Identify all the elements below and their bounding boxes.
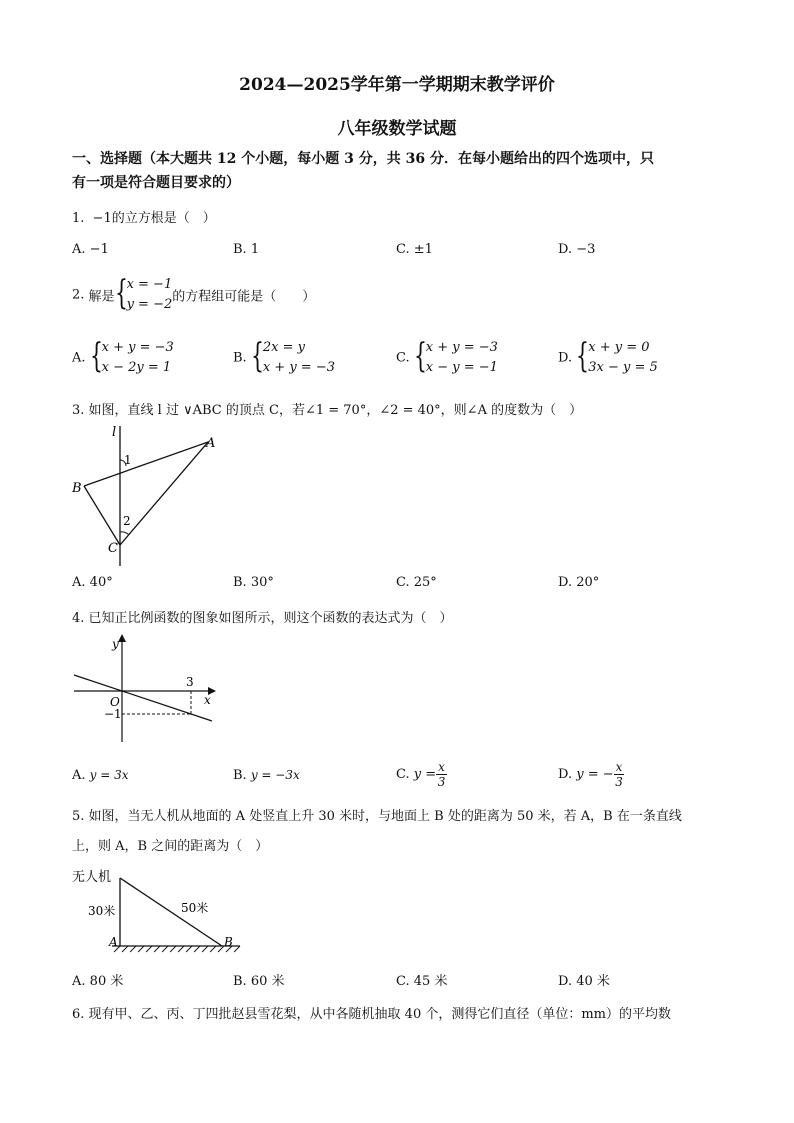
fraction-denominator: 3	[437, 775, 446, 789]
question-text: 现有甲、乙、丙、丁四批赵县雪花梨，从中各随机抽取 40 个，测得它们直径（单位：mm）的平均数	[88, 1007, 672, 1022]
question-text: 如图，当无人机从地面的 A 处竖直上升 30 米时，与地面上 B 处的距离为 50 米，若 A，B 在一条直线	[88, 809, 682, 824]
section-heading-line1: 一、选择题（本大题共 12 个小题，每小题 3 分，共 36 分．在每小题给出的四个选项中，只	[72, 151, 654, 167]
equation-system	[251, 338, 335, 378]
ground-hatching	[114, 946, 240, 952]
option-text: 60 米	[250, 974, 285, 989]
option-c[interactable]	[396, 338, 498, 378]
option-c[interactable]	[396, 575, 437, 590]
y-axis-arrow-icon	[118, 634, 126, 642]
equation-line: x = −1	[126, 277, 173, 292]
brace-icon: {	[114, 273, 128, 313]
equation-line: 3x − y = 5	[588, 360, 658, 375]
label-height: 30米	[88, 904, 116, 918]
equation-system	[576, 338, 658, 378]
equation-system	[115, 275, 173, 315]
triangle-abc	[84, 442, 208, 545]
function-graph-figure	[66, 632, 226, 747]
label-three: 3	[186, 675, 194, 689]
label-c: C	[108, 541, 118, 556]
label-angle-2: 2	[123, 514, 131, 528]
option-label: C.	[396, 974, 410, 989]
option-text: y = −	[576, 767, 614, 782]
option-a[interactable]	[72, 575, 113, 590]
option-text: −3	[576, 242, 596, 257]
question-5-line1	[72, 805, 682, 824]
label-origin: O	[110, 695, 120, 709]
option-label: B.	[233, 768, 247, 783]
question-1	[72, 207, 216, 226]
fraction-denominator: 3	[615, 775, 623, 789]
question-number: 4.	[72, 611, 85, 626]
option-text: 1	[250, 242, 260, 257]
option-b[interactable]	[233, 338, 335, 378]
option-label: A.	[72, 350, 86, 366]
option-b[interactable]	[233, 768, 300, 783]
equation-system	[414, 338, 498, 378]
option-text: 20°	[576, 575, 600, 590]
question-text: 如图，直线 l 过 ∨ABC 的顶点 C，若∠1 = 70°，∠2 = 40°，则∠A 的度数为（ ）	[88, 403, 583, 418]
fraction-numerator: x	[615, 760, 623, 774]
option-text: 40 米	[576, 974, 610, 989]
brace-icon: {	[89, 336, 103, 376]
option-label: A.	[72, 768, 86, 783]
option-b[interactable]	[233, 970, 285, 989]
question-number: 3.	[72, 403, 85, 418]
option-c[interactable]	[396, 970, 447, 989]
option-b[interactable]	[233, 242, 259, 257]
option-text: y = −3x	[250, 768, 300, 782]
brace-icon: {	[250, 336, 264, 376]
option-text: ±1	[413, 242, 433, 257]
option-label: D.	[558, 974, 573, 989]
option-label: A.	[72, 974, 86, 989]
option-label: C.	[396, 242, 410, 257]
question-text: 已知正比例函数的图象如图所示，则这个函数的表达式为（ ）	[88, 611, 453, 626]
question-text-post: 的方程组可能是（ ）	[172, 289, 316, 305]
option-c[interactable]	[396, 242, 433, 257]
question-3	[72, 399, 582, 418]
option-d[interactable]	[558, 970, 610, 989]
question-6	[72, 1003, 671, 1022]
label-distance: 50米	[181, 901, 209, 915]
option-label: D.	[558, 767, 573, 782]
option-label: D.	[558, 242, 573, 257]
option-text: y = 3x	[89, 768, 129, 782]
label-x: x	[204, 693, 211, 707]
option-a[interactable]	[72, 970, 123, 989]
option-a[interactable]	[72, 242, 109, 257]
question-number: 1.	[72, 211, 85, 226]
equation-line: y = −2	[126, 297, 173, 312]
brace-icon: {	[413, 336, 427, 376]
question-number: 6.	[72, 1007, 85, 1022]
option-d[interactable]	[558, 338, 658, 378]
equation-line: 2x = y	[262, 340, 305, 355]
option-text: 25°	[413, 575, 437, 590]
option-d[interactable]	[558, 760, 624, 789]
equation-system	[90, 338, 174, 378]
option-text: 30°	[250, 575, 274, 590]
option-text: 45 米	[413, 974, 448, 989]
label-l: l	[112, 425, 117, 440]
option-text: 80 米	[89, 974, 124, 989]
label-a: A	[206, 436, 216, 451]
fraction	[614, 760, 625, 789]
label-angle-1: 1	[124, 453, 132, 467]
equation-line: x + y = 0	[588, 340, 650, 355]
drone-figure	[70, 866, 250, 958]
label-neg-one: −1	[104, 707, 122, 721]
option-label: D.	[558, 350, 573, 366]
option-label: C.	[396, 350, 410, 366]
option-d[interactable]	[558, 575, 599, 590]
option-label: C.	[396, 575, 410, 590]
exam-title: 2024—2025学年第一学期期末教学评价	[239, 75, 555, 95]
equation-line: x + y = −3	[101, 340, 174, 355]
triangle-figure	[66, 420, 236, 570]
option-text: y =	[413, 767, 437, 782]
label-b: B	[224, 935, 233, 949]
fraction-numerator: x	[438, 760, 445, 774]
section-heading-line2: 有一项是符合题目要求的）	[72, 175, 240, 191]
exam-subtitle: 八年级数学试题	[337, 119, 457, 139]
question-2	[72, 275, 315, 315]
question-text-pre: 解是	[88, 289, 115, 305]
option-label: B.	[233, 974, 247, 989]
question-4	[72, 607, 453, 626]
option-label: D.	[558, 575, 573, 590]
option-b[interactable]	[233, 575, 274, 590]
equation-line: x − 2y = 1	[101, 360, 172, 375]
option-a[interactable]	[72, 338, 174, 378]
question-number: 5.	[72, 809, 85, 824]
option-label: B.	[233, 242, 247, 257]
option-c[interactable]	[396, 760, 447, 789]
brace-icon: {	[576, 336, 590, 376]
label-b: B	[72, 481, 82, 496]
option-d[interactable]	[558, 242, 595, 257]
equation-line: x + y = −3	[425, 340, 498, 355]
question-expression: −1	[92, 211, 112, 226]
option-text: −1	[89, 242, 109, 257]
option-label: B.	[233, 350, 247, 366]
option-label: A.	[72, 575, 86, 590]
option-label: B.	[233, 575, 247, 590]
option-text: 40°	[89, 575, 113, 590]
option-label: C.	[396, 767, 410, 782]
label-a: A	[109, 935, 118, 949]
question-text: 的立方根是（ ）	[111, 211, 216, 226]
label-y: y	[112, 637, 119, 651]
option-label: A.	[72, 242, 86, 257]
equation-line: x + y = −3	[262, 360, 335, 375]
label-drone: 无人机	[72, 870, 112, 885]
option-a[interactable]	[72, 768, 129, 783]
fraction	[436, 760, 447, 789]
angle-2-arc	[120, 532, 129, 535]
question-number: 2.	[72, 287, 85, 303]
question-5-line2: 上，则 A，B 之间的距离为（ ）	[72, 839, 269, 854]
equation-line: x − y = −1	[425, 360, 498, 375]
